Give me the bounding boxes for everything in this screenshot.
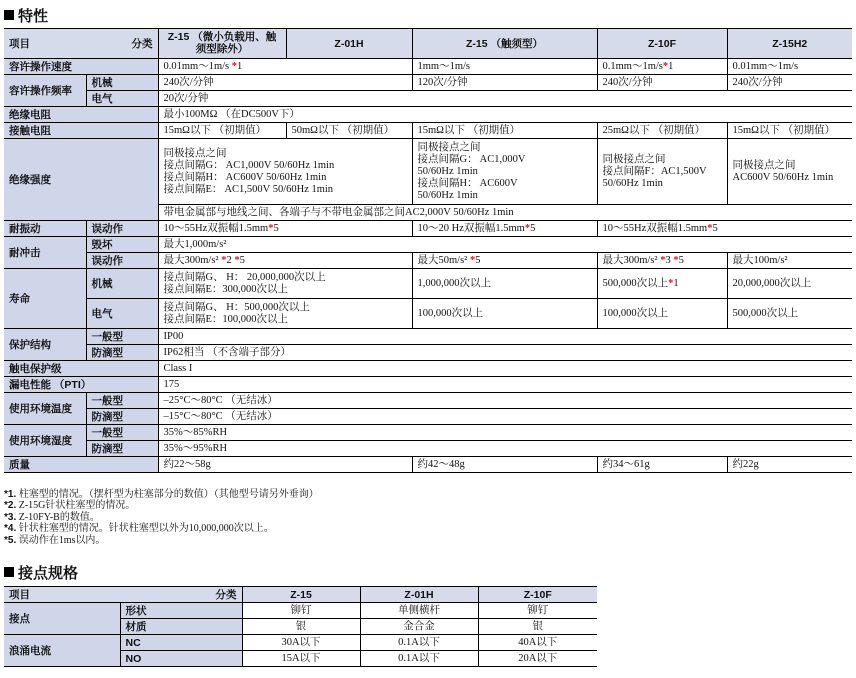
cell-text: 10～55Hz双振幅1.5mm — [602, 222, 708, 234]
cell — [412, 139, 597, 205]
cell: 最大100m/s² — [727, 253, 852, 269]
cell: 240次/分钟 — [158, 75, 412, 91]
cell-text: 10～20 Hz双振幅1.5mm — [417, 222, 525, 234]
cell: 35%～85%RH — [158, 425, 852, 441]
cell: 约22g — [727, 457, 852, 473]
cell — [158, 59, 412, 75]
cell: 0.1A以下 — [360, 635, 478, 651]
row-sublabel: 材质 — [120, 619, 242, 635]
cell-text: *3. — [4, 511, 17, 523]
header-col: Z-15 — [242, 587, 360, 603]
cell: –15°C～80°C （无结冰） — [158, 409, 852, 425]
row-sublabel: 机械 — [86, 269, 158, 299]
cell-text: 50/60Hz 1min — [417, 189, 478, 201]
header-item-category — [4, 587, 242, 603]
row-label: 绝缘强度 — [4, 139, 158, 221]
cell — [597, 221, 852, 237]
footnote-marker: * — [660, 254, 666, 266]
footnote-marker: * — [673, 254, 679, 266]
row-label: 容许操作频率 — [4, 75, 86, 107]
cell: 银 — [242, 619, 360, 635]
header-col: Z-15 （微小负载用、触须型除外） — [158, 29, 286, 59]
cell: 最大1,000m/s² — [158, 237, 852, 253]
row-sublabel: 误动作 — [86, 253, 158, 269]
cell — [727, 139, 852, 205]
footnote — [4, 512, 319, 523]
footnote-marker: 5 — [712, 222, 718, 234]
row-label: 浪涌电流 — [4, 635, 120, 667]
header-col: Z-10F — [478, 587, 597, 603]
cell: 铆钉 — [478, 603, 597, 619]
cell: 15mΩ以下 （初期值） — [412, 123, 597, 139]
row-label: 使用环境湿度 — [4, 425, 86, 457]
row-label: 使用环境温度 — [4, 393, 86, 425]
row-sublabel: NO — [120, 651, 242, 667]
section-title-characteristics — [4, 5, 48, 26]
table-row — [4, 123, 852, 139]
table-row — [4, 393, 852, 409]
cell-text: *2. — [4, 500, 17, 512]
cell: 50mΩ以下 （初期值） — [286, 123, 412, 139]
header-col: Z-15 （触须型） — [412, 29, 597, 59]
row-label: 质量 — [4, 457, 158, 473]
footnote-marker: 5 — [239, 254, 245, 266]
cell-text: 接点间隔E：100,000次以上 — [163, 313, 289, 325]
cell: 最小100MΩ （在DC500V下） — [158, 107, 852, 123]
footnotes — [4, 489, 319, 546]
section-title-text: 接点规格 — [18, 565, 79, 582]
footnote-marker: * — [668, 277, 674, 289]
cell-text: 同极接点之间 — [602, 153, 666, 165]
cell-text: 针状柱塞型的情况。针状柱塞型以外为10,000,000次以上。 — [16, 523, 274, 535]
footnote-marker: * — [707, 222, 713, 234]
cell-text: 接点间隔G、 H： 20,000,000次以上 — [163, 271, 326, 283]
row-sublabel: 毁坏 — [86, 237, 158, 253]
table-row — [4, 329, 852, 345]
cell: Class I — [158, 361, 852, 377]
row-label: 绝缘电阻 — [4, 107, 158, 123]
footnote-marker: 2 — [226, 254, 232, 266]
table-row — [4, 635, 597, 651]
footnote-marker: 1 — [673, 277, 679, 289]
footnote-marker: 5 — [678, 254, 684, 266]
footnote-marker: * — [524, 222, 531, 234]
cell — [412, 253, 597, 269]
cell: 20,000,000次以上 — [727, 269, 852, 299]
cell: 240次/分钟 — [727, 75, 852, 91]
table-row — [4, 75, 852, 91]
table-row — [4, 221, 852, 237]
cell: 约34～61g — [597, 457, 727, 473]
cell-text: 接点间隔G、 H：500,000次以上 — [163, 301, 310, 313]
cell-text: 接点间隔E：300,000次以上 — [163, 283, 289, 295]
cell-text: 同极接点之间 — [163, 147, 227, 159]
footnote — [4, 489, 319, 500]
cell — [412, 221, 597, 237]
cell: 金合金 — [360, 619, 478, 635]
table-row — [4, 603, 597, 619]
cell-text: 接点间隔E： AC1,500V 50/60Hz 1min — [163, 183, 334, 195]
table-row — [4, 253, 852, 269]
cell: 0.1A以下 — [360, 651, 478, 667]
footnote-marker: 5 — [530, 222, 536, 234]
cell-text: 0.1mm～1m/s — [602, 60, 663, 72]
table-row — [4, 377, 852, 393]
table-row — [4, 237, 852, 253]
row-label: 耐冲击 — [4, 237, 86, 269]
cell: 0.01mm～1m/s — [727, 59, 852, 75]
cell-text: 同极接点之间 — [417, 141, 481, 153]
table-row — [4, 107, 852, 123]
cell-text: 接点间隔G： AC1,000V 50/60Hz 1min — [163, 159, 335, 171]
row-label: 触电保护级 — [4, 361, 158, 377]
table-row — [4, 91, 852, 107]
row-sublabel: 防滴型 — [86, 409, 158, 425]
footnote-marker: * — [234, 254, 240, 266]
cell: IP00 — [158, 329, 852, 345]
cell: –25°C～80°C （无结冰） — [158, 393, 852, 409]
cell — [597, 59, 727, 75]
footnote-marker: 5 — [475, 254, 481, 266]
cell: 约22～58g — [158, 457, 412, 473]
section-title-text: 特性 — [18, 8, 49, 25]
cell-text: 接点间隔H： AC600V — [417, 177, 518, 189]
table-row — [4, 457, 852, 473]
header-item: 项目 — [9, 588, 30, 601]
cell-text: 最大300m/s² — [602, 254, 661, 266]
footnote — [4, 535, 319, 546]
cell: 175 — [158, 377, 852, 393]
cell: 100,000次以上 — [412, 299, 597, 329]
cell-text: 最大50m/s² — [417, 254, 470, 266]
footnote-marker: * — [221, 254, 227, 266]
footnote-marker: 5 — [273, 222, 279, 234]
cell — [158, 221, 412, 237]
row-label: 保护结构 — [4, 329, 86, 361]
cell: 单侧横杆 — [360, 603, 478, 619]
cell — [158, 253, 412, 269]
table-row — [4, 269, 852, 299]
row-sublabel: 防滴型 — [86, 345, 158, 361]
cell: 15A以下 — [242, 651, 360, 667]
footnote-marker: 1 — [668, 60, 674, 72]
table-row — [4, 345, 852, 361]
cell-text: 误动作在1ms以内。 — [16, 534, 106, 546]
table-row — [4, 441, 852, 457]
footnote-marker: * — [268, 222, 274, 234]
cell — [597, 269, 727, 299]
footnote-marker: 1 — [237, 60, 243, 72]
table-row — [4, 139, 852, 205]
characteristics-table — [4, 28, 852, 473]
contact-spec-table — [4, 586, 597, 667]
row-sublabel: 一般型 — [86, 393, 158, 409]
cell: 15mΩ以下 （初期值） — [727, 123, 852, 139]
row-sublabel: 防滴型 — [86, 441, 158, 457]
cell-text: 500,000次以上 — [602, 277, 669, 289]
cell-text: 50/60Hz 1min — [417, 165, 478, 177]
row-label: 耐振动 — [4, 221, 86, 237]
header-item: 项目 — [9, 37, 30, 50]
cell-text: 同极接点之间 — [732, 159, 796, 171]
cell: 25mΩ以下 （初期值） — [597, 123, 727, 139]
row-label: 接点 — [4, 603, 120, 635]
header-category: 分类 — [215, 588, 237, 601]
cell — [158, 139, 412, 205]
footnote-marker: 3 — [665, 254, 671, 266]
cell-text: Z-15G针状柱塞型的情况。 — [16, 500, 136, 512]
cell-text: 接点间隔G： AC1,000V — [417, 153, 526, 165]
cell-text: 最大300m/s² — [163, 254, 222, 266]
row-sublabel: 误动作 — [86, 221, 158, 237]
row-sublabel: 电气 — [86, 299, 158, 329]
row-label: 容许操作速度 — [4, 59, 158, 75]
cell: 500,000次以上 — [727, 299, 852, 329]
cell: 1mm～1m/s — [412, 59, 597, 75]
cell-text: 50/60Hz 1min — [602, 177, 663, 189]
header-row — [4, 29, 852, 59]
cell-text: AC600V 50/60Hz 1min — [732, 171, 834, 183]
cell: 铆钉 — [242, 603, 360, 619]
footnote-marker: * — [662, 60, 669, 72]
row-label: 漏电性能 （PTI） — [4, 377, 158, 393]
cell-text: Z-10FY-B的数值。 — [16, 511, 100, 523]
cell-text: *1. — [4, 489, 17, 500]
header-row — [4, 587, 597, 603]
cell: 30A以下 — [242, 635, 360, 651]
header-col: Z-15H2 — [727, 29, 852, 59]
cell: 银 — [478, 619, 597, 635]
cell — [597, 139, 727, 205]
cell-text: 0.01mm～1m/s — [163, 60, 232, 72]
cell-text: 柱塞型的情况。（摆杆型为柱塞部分的数值）（其他型号请另外垂询） — [16, 489, 319, 500]
header-item-category — [4, 29, 158, 59]
table-row — [4, 409, 852, 425]
cell: IP62相当 （不含端子部分） — [158, 345, 852, 361]
footnote-marker: * — [469, 254, 476, 266]
cell: 35%～95%RH — [158, 441, 852, 457]
cell: 20A以下 — [478, 651, 597, 667]
row-sublabel: 一般型 — [86, 425, 158, 441]
cell: 100,000次以上 — [597, 299, 727, 329]
cell: 240次/分钟 — [597, 75, 727, 91]
header-col: Z-01H — [360, 587, 478, 603]
section-title-contact-spec — [4, 562, 78, 583]
cell: 1,000,000次以上 — [412, 269, 597, 299]
cell — [158, 299, 412, 329]
cell: 带电金属部与地线之间、各端子与不带电金属部之间AC2,000V 50/60Hz 1min — [158, 205, 852, 221]
table-row — [4, 59, 852, 75]
header-col: Z-01H — [286, 29, 412, 59]
row-label: 接触电阻 — [4, 123, 158, 139]
table-row — [4, 425, 852, 441]
cell: 约42～48g — [412, 457, 597, 473]
footnote-marker: * — [231, 60, 238, 72]
cell — [597, 253, 727, 269]
row-sublabel: 电气 — [86, 91, 158, 107]
row-sublabel: 形状 — [120, 603, 242, 619]
footnote — [4, 523, 319, 534]
cell: 15mΩ以下 （初期值） — [158, 123, 286, 139]
header-col: Z-10F — [597, 29, 727, 59]
cell-text: *5. — [4, 534, 17, 546]
cell-text: 接点间隔F：AC1,500V — [602, 165, 707, 177]
cell-text: *4. — [4, 523, 17, 535]
cell-text: 接点间隔H： AC600V 50/60Hz 1min — [163, 171, 327, 183]
header-category: 分类 — [131, 37, 153, 50]
row-sublabel: 机械 — [86, 75, 158, 91]
cell: 120次/分钟 — [412, 75, 597, 91]
row-sublabel: NC — [120, 635, 242, 651]
cell — [158, 269, 412, 299]
square-bullet-icon — [4, 10, 14, 20]
footnote — [4, 500, 319, 511]
table-row — [4, 361, 852, 377]
cell: 40A以下 — [478, 635, 597, 651]
square-bullet-icon — [4, 567, 14, 577]
table-row — [4, 299, 852, 329]
cell: 20次/分钟 — [158, 91, 852, 107]
row-label: 寿命 — [4, 269, 86, 329]
cell-text: 10～55Hz双振幅1.5mm — [163, 222, 269, 234]
row-sublabel: 一般型 — [86, 329, 158, 345]
